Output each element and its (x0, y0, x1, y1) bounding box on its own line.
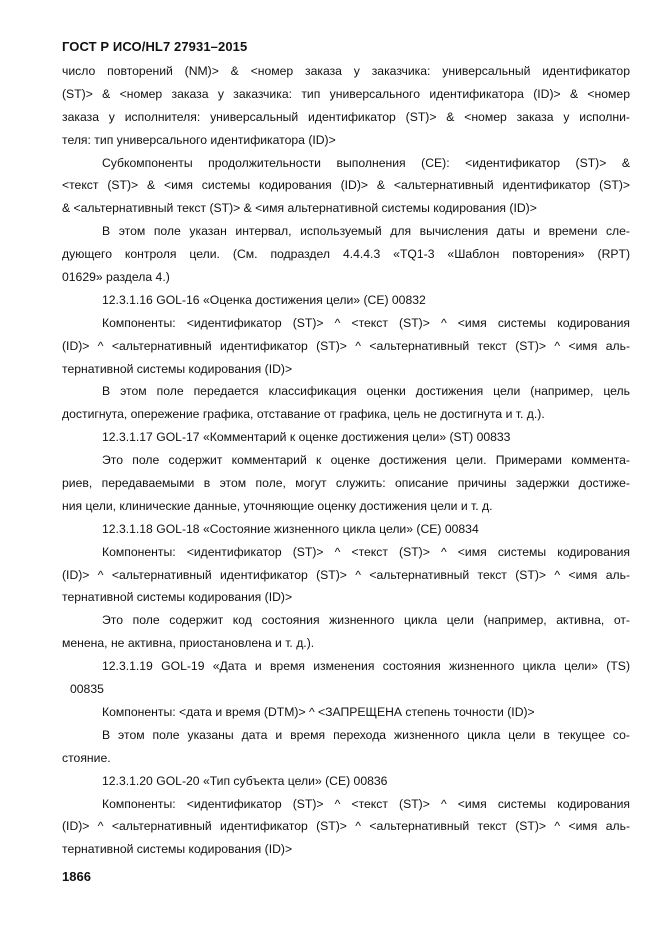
text-line: (ST)> & <номер заказа у заказчика: тип универсального идентификатора (ID)> & <номер (62, 86, 630, 101)
text-line: Это поле содержит комментарий к оценке достижения цели. Примерами коммента- (102, 453, 630, 468)
text-line: & <альтернативный текст (ST)> & <имя альтернативной системы кодирования (ID)> (62, 201, 537, 216)
text-line: (ID)> ^ <альтернативный идентификатор (ST)> ^ <альтернативный текст (ST)> ^ <имя аль- (62, 567, 630, 582)
text-line: тернативной системы кодирования (ID)> (62, 361, 293, 376)
text-line: менена, не активна, приостановлена и т. д.). (62, 636, 315, 651)
text-line: Субкомпоненты продолжительности выполнения (CE): <идентификатор (ST)> & (102, 155, 630, 170)
section-heading: 12.3.1.20 GOL-20 «Тип субъекта цели» (CE) 00836 (102, 773, 388, 788)
text-line: В этом поле указаны дата и время перехода жизненного цикла цели в текущее со- (102, 727, 630, 742)
text-line: ния цели, клинические данные, уточняющие оценку достижения цели и т. д. (62, 498, 493, 513)
section-heading: 12.3.1.17 GOL-17 «Комментарий к оценке достижения цели» (ST) 00833 (102, 430, 511, 445)
text-line: Это поле содержит код состояния жизненного цикла цели (например, активна, от- (102, 613, 630, 628)
text-line: Компоненты: <идентификатор (ST)> ^ <текст (ST)> ^ <имя системы кодирования (102, 796, 630, 811)
text-line: дующего контроля цели. (См. подраздел 4.4.4.3 «TQ1-3 «Шаблон повторения» (RPT) (62, 247, 630, 262)
section-heading: 12.3.1.19 GOL-19 «Дата и время изменения состояния жизненного цикла цели» (TS) (102, 659, 630, 674)
text-line: число повторений (NM)> & <номер заказа у заказчика: универсальный идентификатор (62, 64, 630, 78)
text-line: (ID)> ^ <альтернативный идентификатор (ST)> ^ <альтернативный текст (ST)> ^ <имя аль- (62, 819, 630, 834)
text-line: стояние. (62, 750, 111, 765)
document-header: ГОСТ Р ИСО/HL7 27931–2015 (62, 39, 248, 54)
page-number: 1866 (62, 869, 91, 884)
text-line: В этом поле передается классификация оценки достижения цели (например, цель (102, 384, 630, 399)
text-line: В этом поле указан интервал, используемый для вычисления даты и времени сле- (102, 224, 630, 239)
text-line: заказа у исполнителя: универсальный идентификатор (ST)> & <номер заказа у исполни- (62, 109, 630, 124)
text-line: тернативной системы кодирования (ID)> (62, 590, 293, 605)
text-line: Компоненты: <идентификатор (ST)> ^ <текст (ST)> ^ <имя системы кодирования (102, 544, 630, 559)
text-line: теля: тип универсального идентификатора (ID)> (62, 132, 336, 147)
text-line: 01629» раздела 4.) (62, 270, 170, 285)
text-line: Компоненты: <идентификатор (ST)> ^ <текст (ST)> ^ <имя системы кодирования (102, 315, 630, 330)
document-body (62, 60, 630, 861)
text-line: тернативной системы кодирования (ID)> (62, 842, 293, 857)
text-line: достигнута, опережение графика, отставание от графика, цель не достигнута и т. д.). (62, 407, 545, 422)
text-line: Компоненты: <дата и время (DTM)> ^ <ЗАПРЕЩЕНА степень точности (ID)> (102, 704, 535, 719)
section-heading-continuation: 00835 (70, 682, 104, 697)
section-heading: 12.3.1.16 GOL-16 «Оценка достижения цели» (CE) 00832 (102, 292, 426, 307)
text-line: (ID)> ^ <альтернативный идентификатор (ST)> ^ <альтернативный текст (ST)> ^ <имя аль- (62, 338, 630, 353)
section-heading: 12.3.1.18 GOL-18 «Состояние жизненного цикла цели» (CE) 00834 (102, 521, 479, 536)
text-line: <текст (ST)> & <имя системы кодирования (ID)> & <альтернативный идентификатор (ST)> (62, 178, 630, 193)
text-line: риев, передаваемыми в этом поле, могут служить: описание причины задержки достиже- (62, 476, 630, 491)
